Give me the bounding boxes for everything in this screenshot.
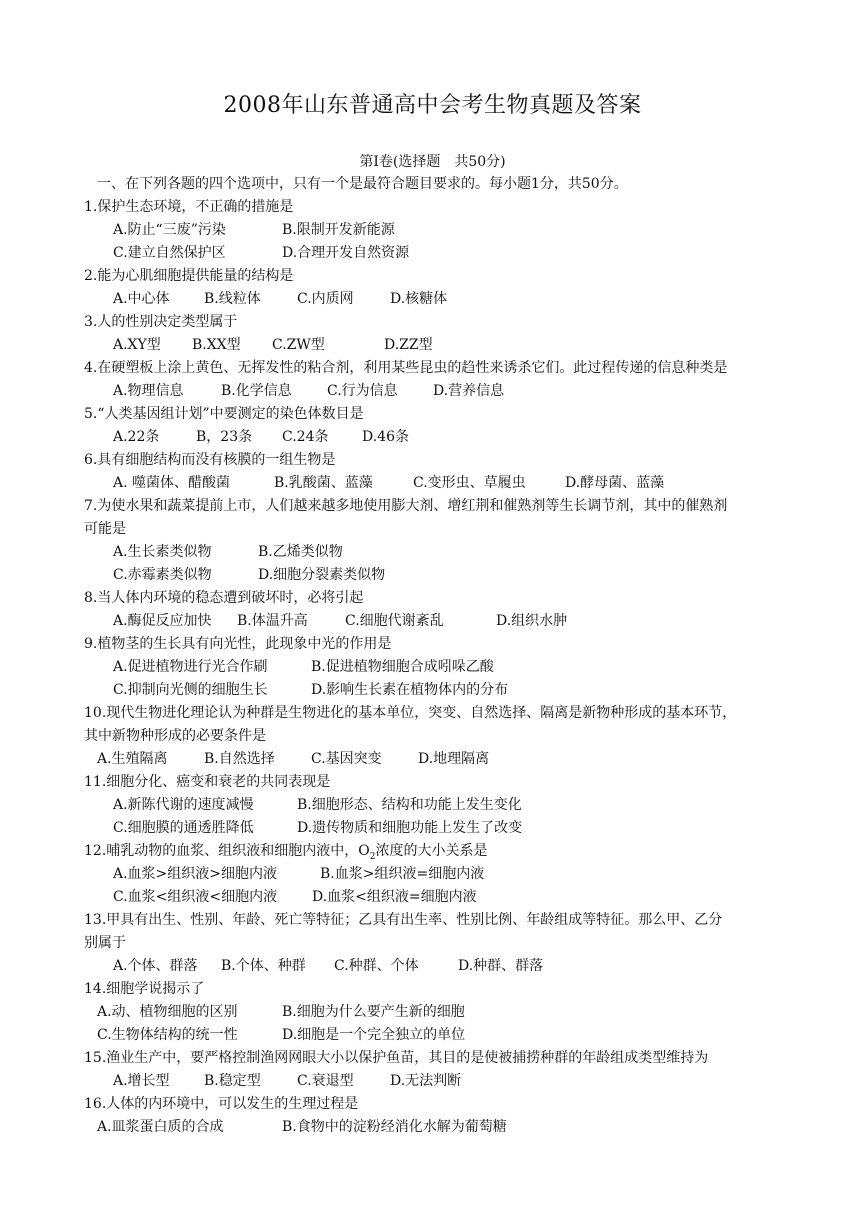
- option-d: D.46条: [362, 429, 409, 445]
- option-d: D.组织水肿: [496, 613, 568, 629]
- option-d: D.血浆<组织液=细胞内液: [312, 889, 477, 905]
- question-stem-continued: 别属于: [84, 935, 126, 951]
- option-a: A.防止“三废”污染: [113, 222, 226, 238]
- option-a: A.促进植物进行光合作刷: [113, 659, 268, 675]
- option-d: D.ZZ型: [384, 337, 433, 353]
- option-c: C.抑制向光侧的细胞生长: [113, 682, 268, 698]
- option-a: A.酶促反应加快: [113, 613, 212, 629]
- option-b: B.限制开发新能源: [282, 222, 395, 238]
- option-a: A.生长素类似物: [113, 544, 212, 560]
- option-b: B.血浆>组织液=细胞内液: [320, 866, 485, 882]
- question-stem: 1.保护生态环境，不正确的措施是: [84, 199, 294, 215]
- option-d: D.影响生长素在植物体内的分布: [311, 682, 509, 698]
- option-d: D.核糖体: [390, 291, 448, 307]
- option-b: B.食物中的淀粉经消化水解为葡萄糖: [282, 1119, 507, 1135]
- option-b: B.细胞形态、结构和功能上发生变化: [297, 797, 522, 813]
- option-c: C.建立自然保护区: [113, 245, 226, 261]
- option-d: D.合理开发自然资源: [282, 245, 410, 261]
- option-d: D.营养信息: [433, 383, 505, 399]
- question-stem: 9.植物茎的生长具有向光性，此现象中光的作用是: [84, 636, 392, 652]
- option-a: A.中心体: [113, 291, 170, 307]
- option-b: B.体温升高: [237, 613, 308, 629]
- option-d: D.地理隔离: [418, 751, 490, 767]
- option-b: B.化学信息: [221, 383, 292, 399]
- question-stem: 7.为使水果和蔬菜提前上市，人们越来越多地使用膨大剂、增红荆和催熟剂等生长调节剂，其中的催熟剂: [84, 498, 728, 514]
- option-b: B.乙烯类似物: [258, 544, 343, 560]
- option-c: C.ZW型: [272, 337, 325, 353]
- subscript: 2: [369, 851, 376, 862]
- question-stem: 10.现代生物进化理论认为种群是生物进化的基本单位，突变、自然选择、隔离是新物种形成的基本环节，: [84, 705, 737, 721]
- option-b: B.线粒体: [204, 291, 261, 307]
- option-b: B.促进植物细胞合成吲哚乙酸: [311, 659, 494, 675]
- stem-text: 12.哺乳动物的血浆、组织液和细胞内液中，O: [84, 843, 370, 859]
- option-d: D.细胞分裂素类似物: [258, 567, 386, 583]
- option-b: B.乳酸菌、蓝藻: [274, 475, 373, 491]
- option-d: D.无法判断: [390, 1073, 462, 1089]
- option-a: A.个体、群落: [113, 958, 198, 974]
- option-a: A.生殖隔离: [97, 751, 168, 767]
- option-b: B.细胞为什么要产生新的细胞: [282, 1004, 465, 1020]
- question-stem: 13.甲具有出生、性别、年龄、死亡等特征；乙具有出生率、性别比例、年龄组成等特征。那么甲、乙分: [84, 912, 723, 928]
- option-c: C.变形虫、草履虫: [413, 475, 526, 491]
- question-stem: 8.当人体内环境的稳态遭到破坏时，必将引起: [84, 590, 364, 606]
- option-a: A.皿浆蛋白质的合成: [97, 1119, 224, 1135]
- question-stem-continued: 可能是: [84, 521, 126, 537]
- option-c: C.内质网: [297, 291, 354, 307]
- option-b: B，23条: [196, 429, 253, 445]
- section-heading: 第Ⅰ卷(选择题 共50分): [359, 154, 506, 170]
- question-stem: 3.人的性别决定类型属于: [84, 314, 238, 330]
- option-a: A.血浆>组织液>细胞内液: [113, 866, 278, 882]
- option-a: A.新陈代谢的速度减慢: [113, 797, 254, 813]
- option-c: C.生物体结构的统一性: [97, 1027, 238, 1043]
- option-c: C.种群、个体: [334, 958, 419, 974]
- question-stem: 5.“人类基因组计划”中要测定的染色体数目是: [84, 406, 364, 422]
- option-c: C.基因突变: [311, 751, 382, 767]
- stem-text: 浓度的大小关系是: [375, 843, 488, 859]
- option-d: D.种群、群落: [458, 958, 544, 974]
- option-a: A.增长型: [113, 1073, 170, 1089]
- option-d: D.细胞是一个完全独立的单位: [282, 1027, 466, 1043]
- instruction-text: 一、在下列各题的四个选项中，只有一个是最符合题目要求的。每小题1分，共50分。: [97, 176, 628, 192]
- question-stem: [84, 842, 487, 866]
- option-d: D.遗传物质和细胞功能上发生了改变: [297, 820, 523, 836]
- option-c: C.细胞代谢紊乱: [345, 613, 444, 629]
- option-c: C.血浆<组织液<细胞内液: [113, 889, 278, 905]
- option-a: A.物理信息: [113, 383, 184, 399]
- option-a: A.动、植物细胞的区别: [97, 1004, 238, 1020]
- option-d: D.酵母菌、蓝藻: [565, 475, 665, 491]
- option-a: A. 噬菌体、醋酸菌: [113, 475, 231, 491]
- question-stem: 4.在硬塑板上涂上黄色、无挥发性的粘合剂，利用某些昆虫的趋性来诱杀它们。此过程传递的信息种类是: [84, 360, 728, 376]
- option-b: B.XX型: [192, 337, 241, 353]
- option-a: A.22条: [113, 429, 160, 445]
- option-a: A.XY型: [113, 337, 161, 353]
- question-stem: 14.细胞学说揭示了: [84, 981, 205, 997]
- option-c: C.24条: [282, 429, 329, 445]
- question-stem: 6.具有细胞结构而没有核膜的一组生物是: [84, 452, 336, 468]
- option-c: C.行为信息: [327, 383, 398, 399]
- question-stem: 11.细胞分化、癌变和衰老的共同表现是: [84, 774, 331, 790]
- page-title: 2008年山东普通高中会考生物真题及答案: [223, 93, 642, 118]
- question-stem: 2.能为心肌细胞提供能量的结构是: [84, 268, 294, 284]
- option-b: B.个体、种群: [221, 958, 306, 974]
- question-stem-continued: 其中新物种形成的必要条件是: [84, 728, 266, 744]
- option-c: C.衰退型: [297, 1073, 354, 1089]
- option-b: B.稳定型: [204, 1073, 261, 1089]
- option-c: C.赤霉素类似物: [113, 567, 212, 583]
- question-stem: 15.渔业生产中，要严格控制渔网网眼大小以保护鱼苗，其目的是使被捕捞种群的年龄组成类型维持为: [84, 1050, 709, 1066]
- option-c: C.细胞膜的通透胜降低: [113, 820, 254, 836]
- question-stem: 16.人体的内环境中，可以发生的生理过程是: [84, 1096, 359, 1112]
- option-b: B.自然选择: [204, 751, 275, 767]
